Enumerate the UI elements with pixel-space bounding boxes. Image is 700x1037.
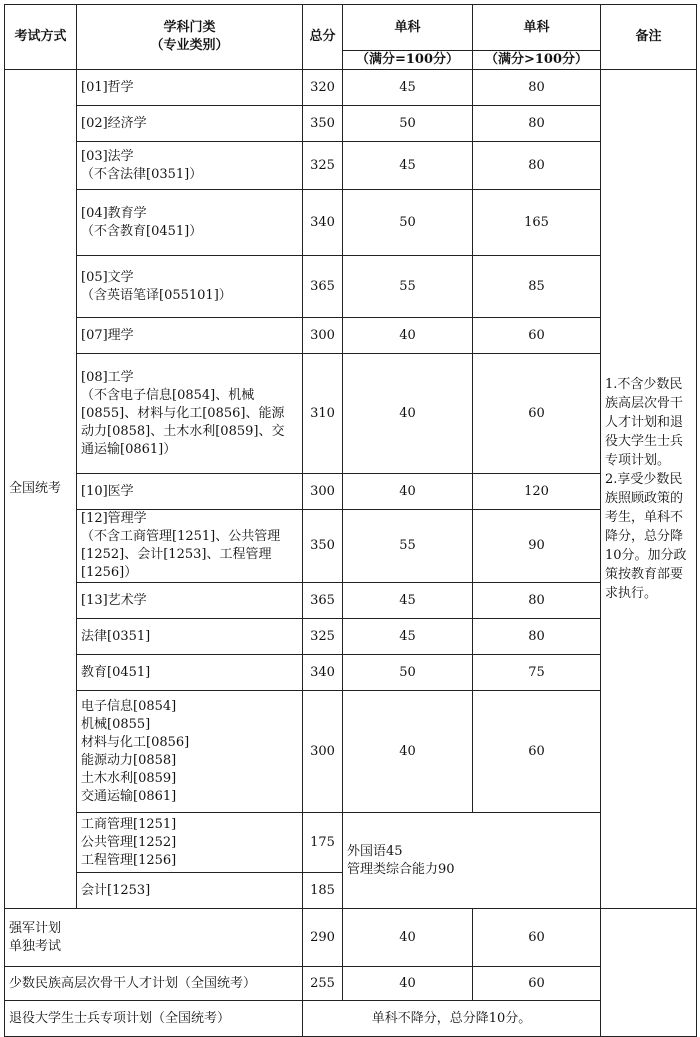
subject-cell: [77, 813, 303, 873]
subject-line: 工商管理[1251]: [81, 816, 177, 832]
subject-line: 交通运输[0861]: [81, 788, 177, 804]
total-score: 255: [303, 967, 343, 1001]
table-row: [5, 474, 697, 510]
subject-line: 土木水利[0859]: [81, 770, 177, 786]
single-score-100: 40: [343, 474, 473, 510]
header-subject-line1: 学科门类: [163, 20, 216, 35]
remark-line: 求执行。: [605, 586, 658, 601]
total-score: 290: [303, 909, 343, 967]
subject-line: （不含电子信息[0854]、机械: [81, 387, 255, 403]
table-row: [5, 106, 697, 142]
header-row: [5, 5, 697, 51]
table-row: [5, 70, 697, 106]
subject-cell: [77, 318, 303, 354]
header-remark: 备注: [601, 5, 697, 70]
single-score-100: 50: [343, 655, 473, 691]
single-score-100: 45: [343, 70, 473, 106]
total-score: 185: [303, 873, 343, 909]
total-score: 310: [303, 354, 343, 474]
total-score: 340: [303, 655, 343, 691]
header-single2-line1: 单科: [473, 5, 601, 51]
table-row: [5, 354, 697, 474]
subject-line: [01]哲学: [81, 79, 134, 95]
subject-cell: [77, 619, 303, 655]
single-score-100: 40: [343, 354, 473, 474]
score-table: [4, 4, 697, 1037]
subject-line: [1256]）: [81, 565, 138, 580]
remark-line: 人才计划和退: [605, 415, 684, 430]
total-score: 325: [303, 142, 343, 190]
subject-line: 能源动力[0858]: [81, 752, 177, 768]
subject-line: [1252]、会计[1253]、工程管理: [81, 547, 272, 562]
single-score-100: 45: [343, 142, 473, 190]
subject-cell: [77, 256, 303, 318]
total-score: 365: [303, 583, 343, 619]
table-row: [5, 318, 697, 354]
subject-line: [0855]、材料与化工[0856]、能源: [81, 405, 285, 421]
single-score-100: 55: [343, 256, 473, 318]
subject-line: 工程管理[1256]: [81, 852, 177, 868]
subject-line: 教育[0451]: [81, 664, 151, 680]
veteran-note: 单科不降分，总分降10分。: [303, 1001, 601, 1037]
single-score-100: 40: [343, 691, 473, 813]
subject-line: 通运输[0861]）: [81, 441, 177, 457]
table-row: [5, 510, 697, 583]
table-row: [5, 583, 697, 619]
subject-cell: 会计[1253]: [77, 873, 303, 909]
header-total: 总分: [303, 5, 343, 70]
total-score: 350: [303, 510, 343, 583]
remark-line: 专项计划。: [605, 453, 671, 468]
table-row: [5, 256, 697, 318]
subject-line: [12]管理学: [81, 511, 147, 526]
combined-line: 管理类综合能力90: [347, 861, 455, 877]
remark-line: 役大学生士兵: [605, 434, 684, 449]
subject-line: （不含教育[0451]）: [81, 223, 203, 239]
subject-line: 机械[0855]: [81, 716, 151, 732]
single-score-100: 40: [343, 967, 473, 1001]
single-score-over-100: 60: [473, 318, 601, 354]
subject-cell: [77, 142, 303, 190]
total-score: 350: [303, 106, 343, 142]
table-row: [5, 691, 697, 813]
plan-label: [5, 909, 303, 967]
plan-label-line: 单独考试: [9, 938, 62, 954]
plan-label-line: 强军计划: [9, 920, 62, 936]
table-row: [5, 619, 697, 655]
subject-line: [03]法学: [81, 148, 134, 164]
single-score-over-100: 90: [473, 510, 601, 583]
subject-cell: [77, 655, 303, 691]
single-score-100: 55: [343, 510, 473, 583]
single-score-over-100: 80: [473, 583, 601, 619]
remark-line: 族照顾政策的: [605, 491, 684, 506]
single-score-over-100: 80: [473, 619, 601, 655]
table-row: [5, 190, 697, 256]
subject-cell: [77, 190, 303, 256]
single-score-over-100: 80: [473, 70, 601, 106]
subject-line: （不含工商管理[1251]、公共管理: [81, 529, 281, 544]
total-score: 300: [303, 691, 343, 813]
table-row-mgmt: [5, 813, 697, 873]
remark-line: 策按教育部要: [605, 567, 684, 582]
subject-line: 法律[0351]: [81, 628, 151, 644]
subject-line: [07]理学: [81, 327, 134, 343]
subject-line: [13]艺术学: [81, 592, 147, 608]
subject-cell: [77, 354, 303, 474]
single-score-over-100: 60: [473, 354, 601, 474]
subject-line: （含英语笔译[055101]）: [81, 287, 232, 303]
total-score: 175: [303, 813, 343, 873]
single-score-100: 45: [343, 583, 473, 619]
single-score-100: 40: [343, 318, 473, 354]
subject-line: 动力[0858]、土木水利[0859]、交: [81, 423, 285, 439]
single-score-100: 40: [343, 909, 473, 967]
single-score-over-100: 85: [473, 256, 601, 318]
table-row: [5, 142, 697, 190]
subject-line: 电子信息[0854]: [81, 698, 177, 714]
remark-line: 10分。加分政: [605, 548, 687, 563]
remark-line: 考生，单科不: [605, 510, 684, 525]
remark-line: 2.享受少数民: [605, 472, 683, 487]
single-score-over-100: 120: [473, 474, 601, 510]
single-score-100: 50: [343, 190, 473, 256]
subject-cell: [77, 691, 303, 813]
single-score-100: 50: [343, 106, 473, 142]
subject-line: [10]医学: [81, 483, 134, 499]
subject-line: [04]教育学: [81, 205, 147, 221]
total-score: 325: [303, 619, 343, 655]
plan-label: 少数民族高层次骨干人才计划（全国统考）: [5, 967, 303, 1001]
header-single2-line2: （满分>100分）: [473, 51, 601, 70]
total-score: 300: [303, 474, 343, 510]
header-subject-line2: （专业类别）: [150, 38, 229, 53]
subject-line: 材料与化工[0856]: [81, 734, 190, 750]
subject-line: [08]工学: [81, 369, 134, 385]
plan-label: 退役大学生士兵专项计划（全国统考）: [5, 1001, 303, 1037]
remark-line: 族高层次骨干: [605, 396, 684, 411]
subject-line: 公共管理[1252]: [81, 834, 177, 850]
table-row: [5, 655, 697, 691]
single-score-over-100: 75: [473, 655, 601, 691]
header-single1-line2: （满分=100分）: [343, 51, 473, 70]
single-score-100: 45: [343, 619, 473, 655]
total-score: 320: [303, 70, 343, 106]
header-exam-method: 考试方式: [5, 5, 77, 70]
subject-cell: [77, 583, 303, 619]
single-score-over-100: 80: [473, 142, 601, 190]
remark-line: 1.不含少数民: [605, 377, 683, 392]
single-score-over-100: 60: [473, 909, 601, 967]
remark-line: 降分，总分降: [605, 529, 684, 544]
single-score-over-100: 60: [473, 967, 601, 1001]
subject-cell: [77, 70, 303, 106]
subject-cell: [77, 106, 303, 142]
national-exam-label: 全国统考: [5, 70, 77, 909]
single-score-over-100: 165: [473, 190, 601, 256]
subject-line: [02]经济学: [81, 115, 147, 131]
remark-empty-cell: [601, 909, 697, 1037]
table-row-minority: [5, 967, 697, 1001]
total-score: 340: [303, 190, 343, 256]
total-score: 300: [303, 318, 343, 354]
subject-cell: [77, 510, 303, 583]
header-subject: [77, 5, 303, 70]
table-row-qiangjun: [5, 909, 697, 967]
combined-line: 外国语45: [347, 843, 403, 859]
table-row-veteran: [5, 1001, 697, 1037]
combined-single-score: [343, 813, 601, 909]
remark-cell: [601, 70, 697, 909]
subject-line: [05]文学: [81, 269, 134, 285]
total-score: 365: [303, 256, 343, 318]
single-score-over-100: 80: [473, 106, 601, 142]
header-single1-line1: 单科: [343, 5, 473, 51]
subject-cell: [77, 474, 303, 510]
subject-line: （不含法律[0351]）: [81, 166, 203, 182]
single-score-over-100: 60: [473, 691, 601, 813]
